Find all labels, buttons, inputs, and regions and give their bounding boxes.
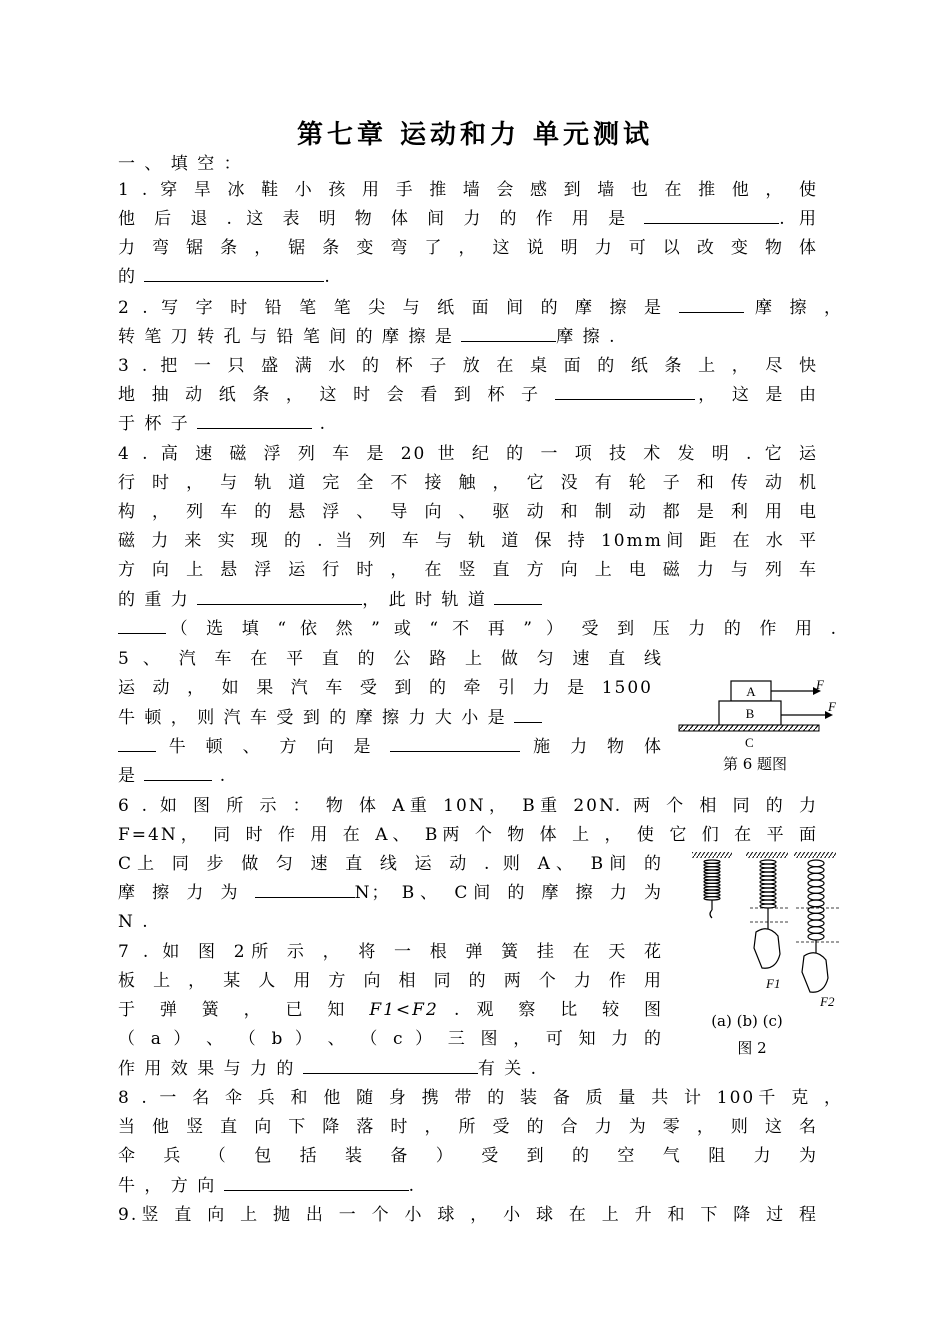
- q8-line1: 8 . 一 名 伞 兵 和 他 随 身 携 带 的 装 备 质 量 共 计 100千 克 ，: [118, 1088, 843, 1108]
- q5-line4: 牛 顿 、 方 向 是 施 力 物 体: [118, 735, 663, 759]
- q6-line2: F=4N， 同 时 作 用 在 A、 B两 个 物 体 上 ， 使 它 们 在 平 面: [118, 825, 818, 845]
- hand-c: [802, 953, 828, 992]
- answer-blank: [144, 265, 324, 282]
- q7-line2: 板 上 ， 某 人 用 方 向 相 同 的 两 个 力 作 用: [118, 971, 663, 991]
- spring-c: [808, 860, 824, 867]
- ceiling-b: [746, 852, 788, 858]
- section-heading: 一 、 填 空 ：: [118, 154, 243, 174]
- page-title: 第七章 运动和力 单元测试: [296, 120, 654, 150]
- answer-blank: [390, 735, 520, 752]
- spring-c: [808, 900, 824, 907]
- spring-c: [808, 927, 824, 934]
- q6-line3: C上 同 步 做 匀 速 直 线 运 动 . 则 A、 B间 的: [118, 854, 663, 874]
- q2-line1: 2 . 写 字 时 铅 笔 笔 尖 与 纸 面 间 的 摩 擦 是 摩 擦 ，: [118, 298, 843, 318]
- q7-line4: （ a ） 、 （ b ） 、 （ c ） 三 图 ， 可 知 力 的: [118, 1029, 663, 1049]
- spring-a: [704, 897, 720, 900]
- q4-line5: 方 向 上 悬 浮 运 行 时 ， 在 竖 直 方 向 上 电 磁 力 与 列 车: [118, 560, 818, 580]
- q5-line2: 运 动 ， 如 果 汽 车 受 到 的 牵 引 力 是 1500: [118, 678, 653, 698]
- spring-b: [760, 904, 776, 908]
- spring-c: [808, 867, 824, 874]
- spring-c: [808, 893, 824, 900]
- answer-blank: [197, 412, 312, 429]
- answer-blank: [255, 881, 355, 898]
- q6-line1: 6 . 如 图 所 示 ： 物 体 A重 10N， B重 20N. 两 个 相 同 的 力: [118, 796, 818, 816]
- q4-line2: 行 时 ， 与 轨 道 完 全 不 接 触 ， 它 没 有 轮 子 和 传 动 机: [118, 473, 818, 493]
- q4-line3: 构 ， 列 车 的 悬 浮 、 导 向 、 驱 动 和 制 动 都 是 利 用 电: [118, 502, 818, 522]
- spring-c: [808, 933, 824, 940]
- ceiling-c: [794, 852, 836, 858]
- hand-b: [754, 929, 780, 968]
- answer-blank: [679, 296, 744, 313]
- q4-line4: 磁 力 来 实 现 的 . 当 列 车 与 轨 道 保 持 10mm间 距 在 水 平: [118, 531, 818, 551]
- spring-c: [808, 880, 824, 887]
- q1-line1: 1 . 穿 旱 冰 鞋 小 孩 用 手 推 墙 会 感 到 墙 也 在 推 他 ， 使: [118, 180, 818, 200]
- answer-blank: [514, 706, 542, 723]
- block-a-label: A: [746, 684, 756, 699]
- q8-line3: 伞 兵 （ 包 括 装 备 ） 受 到 的 空 气 阻 力 为: [118, 1146, 818, 1166]
- q7-line3: 于 弹 簧 ， 已 知 F1<F2 . 观 察 比 较 图: [118, 1000, 664, 1020]
- force-label-b: F: [828, 699, 836, 714]
- q8-line4: 牛 ， 方 向 .: [118, 1176, 417, 1196]
- q5-line5: 是 .: [118, 766, 228, 786]
- ground-surface: [679, 725, 819, 731]
- answer-blank: [303, 1057, 478, 1074]
- answer-blank: [144, 764, 212, 781]
- q6-line5: N .: [118, 912, 150, 932]
- block-friction-figure: [675, 675, 845, 755]
- spring-c: [808, 873, 824, 880]
- q3-line2: 地 抽 动 纸 条 ， 这 时 会 看 到 杯 子 ， 这 是 由: [118, 385, 818, 405]
- answer-blank: [224, 1174, 409, 1191]
- answer-blank: [118, 617, 166, 634]
- figure2-caption: 图 2: [737, 1039, 767, 1057]
- spring-c: [808, 920, 824, 927]
- q1-line2: 他 后 退 . 这 表 明 物 体 间 力 的 作 用 是 . 用: [118, 209, 818, 229]
- q9-line1: 9.竖 直 向 上 抛 出 一 个 小 球 ， 小 球 在 上 升 和 下 降 过 程: [118, 1205, 818, 1225]
- force-f1-label: F1: [766, 976, 781, 991]
- answer-blank: [118, 735, 156, 752]
- q7-line1: 7 . 如 图 2所 示 ， 将 一 根 弹 簧 挂 在 天 花: [118, 942, 663, 962]
- q3-line1: 3 . 把 一 只 盛 满 水 的 杯 子 放 在 桌 面 的 纸 条 上 ， 尽 快: [118, 356, 818, 376]
- q4-line1: 4 . 高 速 磁 浮 列 车 是 20 世 纪 的 一 项 技 术 发 明 . 它 运: [118, 444, 818, 464]
- answer-blank: [461, 325, 556, 342]
- q6-line4: 摩 擦 力 为 N； B、 C间 的 摩 擦 力 为: [118, 883, 663, 903]
- force-f2-label: F2: [820, 994, 835, 1009]
- figure2-parts: (a) (b) (c): [711, 1012, 783, 1030]
- q5-line3: 牛 顿 ， 则 汽 车 受 到 的 摩 擦 力 大 小 是: [118, 706, 663, 730]
- q4-line7: （ 选 填 “ 依 然 ” 或 “ 不 再 ” ） 受 到 压 力 的 作 用 .: [118, 617, 838, 641]
- spring-figure: [690, 850, 850, 1010]
- q1-line4: 的 .: [118, 267, 332, 287]
- q8-line2: 当 他 竖 直 向 下 降 落 时 ， 所 受 的 合 力 为 零 ， 则 这 名: [118, 1117, 818, 1137]
- q5-line1: 5 、 汽 车 在 平 直 的 公 路 上 做 匀 速 直 线: [118, 649, 663, 669]
- q3-line3: 于 杯 子 .: [118, 414, 328, 434]
- spring-c: [808, 913, 824, 920]
- q2-line2: 转 笔 刀 转 孔 与 铅 笔 间 的 摩 擦 是 摩 擦 .: [118, 327, 617, 347]
- ceiling-a: [692, 852, 732, 858]
- q1-line3: 力 弯 锯 条 ， 锯 条 变 弯 了 ， 这 说 明 力 可 以 改 变 物 体: [118, 238, 818, 258]
- figure6-caption: 第 6 题图: [722, 755, 788, 773]
- spring-c: [808, 887, 824, 894]
- answer-blank: [494, 588, 542, 605]
- q7-line5: 作 用 效 果 与 力 的 有 关 .: [118, 1059, 539, 1079]
- surface-c-label: C: [745, 735, 754, 750]
- force-label-a: F: [816, 677, 824, 692]
- answer-blank: [644, 207, 779, 224]
- block-b-label: B: [745, 706, 755, 721]
- answer-blank: [197, 588, 362, 605]
- answer-blank: [555, 383, 695, 400]
- q4-line6: 的 重 力 ， 此 时 轨 道: [118, 588, 818, 612]
